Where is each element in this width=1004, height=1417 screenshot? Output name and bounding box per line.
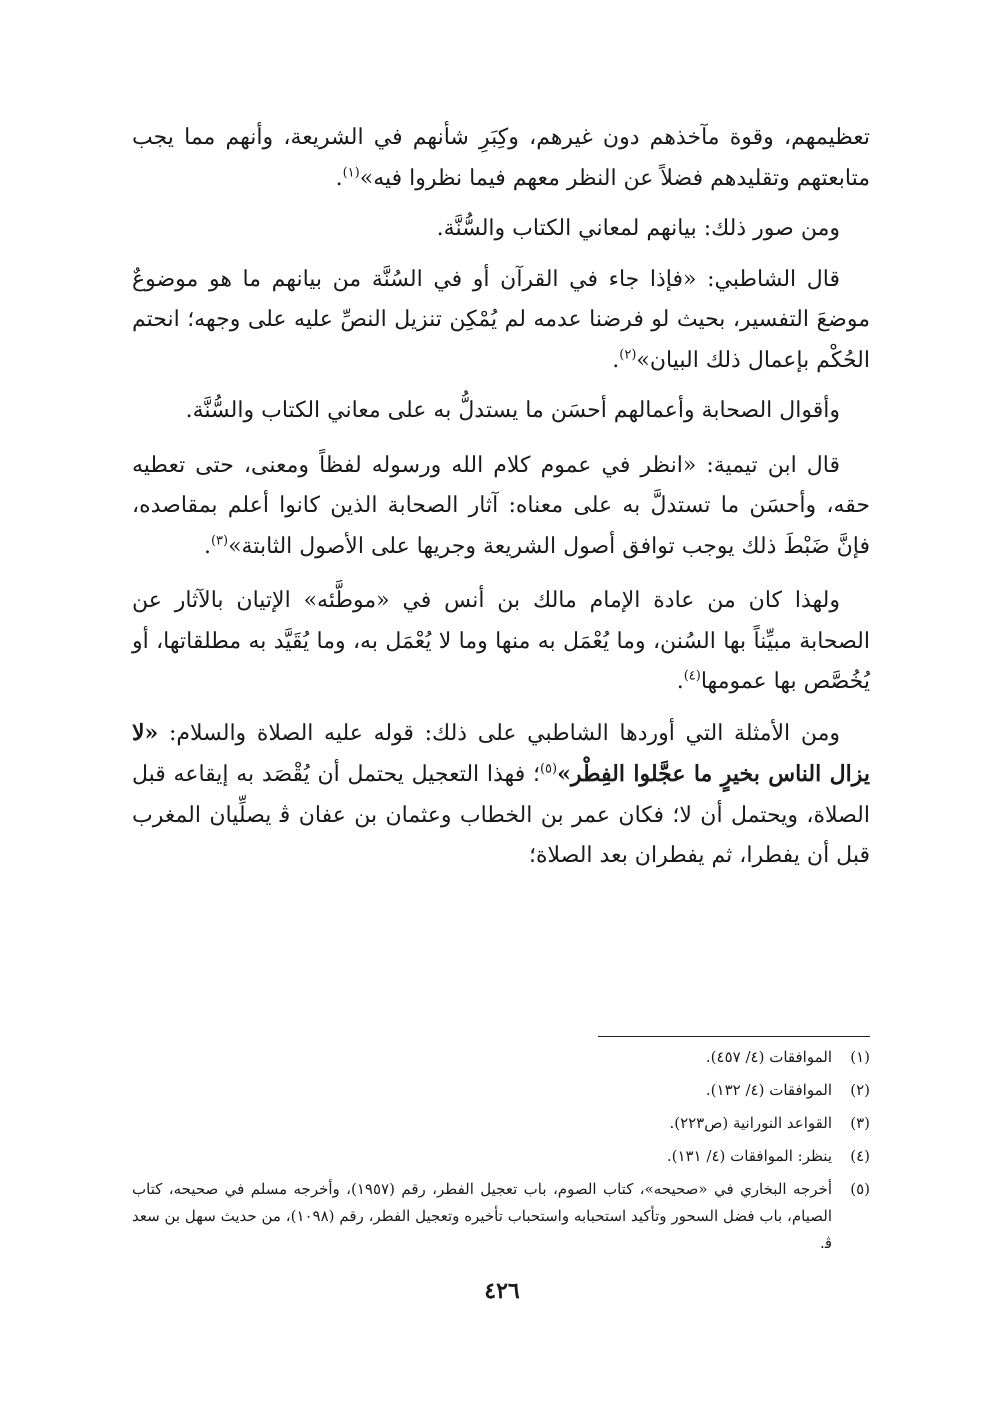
main-text [132,118,870,877]
footnote-text: القواعد النورانية (ص٢٢٣). [669,1114,832,1132]
footnote-number: (٤) [850,1147,870,1165]
footnote-ref-2: (٢) [619,347,637,363]
paragraph-2-text: ومن صور ذلك: بيانهم لمعاني الكتاب والسُّنَّة. [436,216,840,241]
paragraph-1-end: . [335,165,343,191]
paragraph-1 [132,118,870,199]
paragraph-7-rest: ؛ فهذا التعجيل يحتمل أن يُقْصَد به إيقاعه قبل الصلاة، ويحتمل أن لا؛ فكان عمر بن الخطاب وعثمان بن عفان ﭬ يصلِّيان المغرب قبل أن يفطرا، ثم يفطران بعد الصلاة؛ [132,762,870,868]
footnote-separator [598,1036,870,1037]
footnote-text: الموافقات (٤/ ١٣٢). [705,1081,832,1099]
footnote-1 [132,1044,870,1071]
paragraph-4 [132,391,870,432]
footnote-number: (٥) [850,1180,870,1198]
paragraph-4-text: وأقوال الصحابة وأعمالهم أحسَن ما يستدلُّ به على معاني الكتاب والسُّنَّة. [185,398,840,423]
footnote-4 [132,1143,870,1170]
paragraph-6-end: . [676,669,684,694]
paragraph-7 [132,713,870,877]
paragraph-3 [132,260,870,382]
paragraph-1-text: تعظيمهم، وقوة مآخذهم دون غيرهم، وكِبَرِ شأنهم في الشريعة، وأنهم مما يجب متابعتهم وتقليدهم فضلاً عن النظر معهم فيما نظروا فيه» [132,125,870,191]
paragraph-5-text: قال ابن تيمية: «انظر في عموم كلام الله ورسوله لفظاً ومعنى، حتى تعطيه حقه، وأحسَن ما تستدلَّ به على معناه: آثار الصحابة الذين كانوا أعلم بمقاصده، فإنَّ ضَبْطَ ذلك يوجب توافق أصول الشريعة وجريها على الأصول الثابتة» [132,452,870,559]
footnote-text: أخرجه البخاري في «صحيحه»، كتاب الصوم، باب تعجيل الفطر، رقم (١٩٥٧)، وأخرجه مسلم في صحيحه، كتاب الصيام، باب فضل السحور وتأكيد استحبابه واستحباب تأخيره وتعجيل الفطر، رقم (١٠٩٨)، من حديث سهل بن سعد ﭬ. [132,1180,832,1252]
footnote-ref-5: (٥) [539,761,558,777]
paragraph-3-text: قال الشاطبي: «فإذا جاء في القرآن أو في السُنَّة من بيانهم ما هو موضوعٌ موضعَ التفسير، بحيث لو فرضنا عدمه لم يُمْكِن تنزيل النصِّ عليه على وجهه؛ انحتم الحُكْم بإعمال ذلك البيان» [132,266,870,373]
footnote-ref-4: (٤) [683,668,701,684]
footnote-3 [132,1110,870,1137]
footnote-ref-1: (١) [342,165,360,181]
paragraph-5-end: . [203,533,211,559]
paragraph-5 [132,446,870,568]
footnote-text: الموافقات (٤/ ٤٥٧). [705,1048,832,1066]
footnote-text: ينظر: الموافقات (٤/ ١٣١). [666,1147,832,1165]
footnote-2 [132,1077,870,1104]
hadith-quote: «لا يزال الناس بخيرٍ ما عجَّلوا الفِطْر» [132,719,870,787]
paragraph-6-text: ولهذا كان من عادة الإمام مالك بن أنس في «موطَّئه» الإتيان بالآثار عن الصحابة مبيِّناً بها السُنن، وما يُعْمَل به منها وما لا يُعْمَل به، وما يُقَيَّد به مطلقاتها، أو يُخُصَّص بها عمومها [132,588,870,694]
footnote-5 [132,1176,870,1257]
footnote-ref-3: (٣) [210,533,229,549]
page-number: ٤٢٦ [484,1278,520,1304]
paragraph-3-end: . [612,347,620,373]
footnote-number: (٣) [850,1114,870,1132]
footnote-number: (١) [850,1048,870,1066]
paragraph-6 [132,581,870,703]
footnotes [132,1044,870,1257]
paragraph-7-start: ومن الأمثلة التي أوردها الشاطبي على ذلك: قوله عليه الصلاة والسلام: [158,720,840,746]
paragraph-2 [132,209,870,250]
footnote-number: (٢) [850,1081,870,1099]
